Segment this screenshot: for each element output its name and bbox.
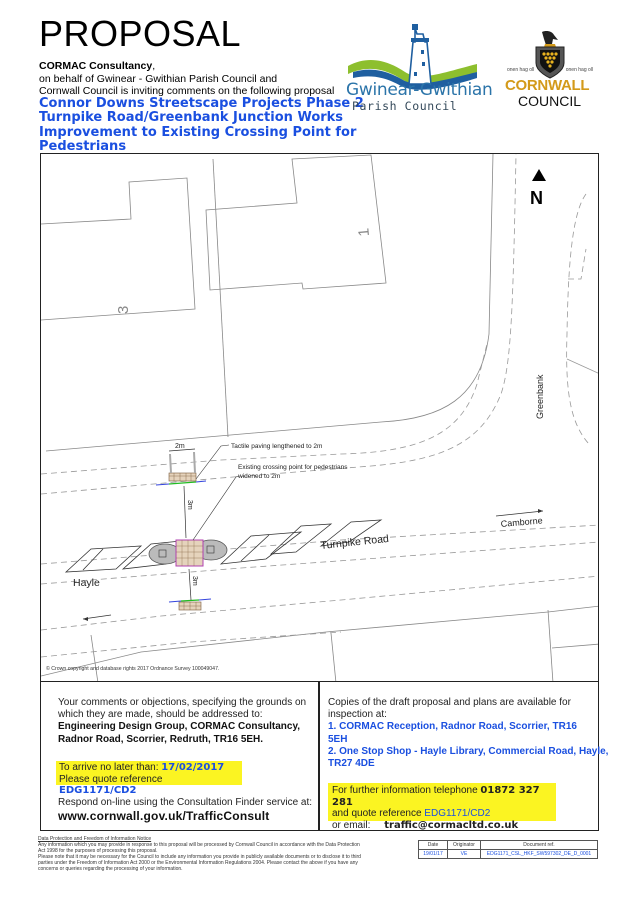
parish-council-name: Gwinear-Gwithian	[346, 80, 493, 100]
column-divider	[318, 682, 320, 831]
table-cell-originator: VE	[448, 850, 481, 859]
page-title: PROPOSAL	[39, 13, 242, 54]
table-header: Date	[419, 841, 448, 850]
proposal-heading	[39, 97, 379, 154]
building-outline	[41, 178, 195, 320]
intro-text: CORMAC Consultancy, on behalf of Gwinear - Gwithian Parish Council and Cornwall Council is inviting comments on the following proposal	[39, 60, 339, 98]
inspection-location: 2. One Stop Shop - Hayle Library, Commercial Road, Hayle,	[328, 745, 609, 757]
inspection-location: 1. CORMAC Reception, Radnor Road, Scorrier, TR16 5EH	[328, 721, 577, 745]
north-label: N	[530, 188, 543, 208]
deadline-date: 17/02/2017	[161, 762, 225, 773]
table-header: Originator	[448, 841, 481, 850]
address-line: Radnor Road, Scorrier, Redruth, TR16 5EH.	[58, 733, 264, 745]
phone-number: 01872 327 281	[332, 785, 540, 808]
map-copyright: © Crown copyright and database rights 2017 Ordnance Survey 100049047.	[46, 666, 220, 672]
inspection-location: TR27 4DE	[328, 758, 375, 770]
hayle-label: Hayle	[73, 577, 100, 589]
proposal-line: Turnpike Road/Greenbank Junction Works	[39, 110, 344, 126]
dimension-3m-north: 3m	[186, 500, 193, 510]
email-link[interactable]: traffic@cormacltd.co.uk	[384, 819, 519, 831]
building-outline	[206, 155, 386, 290]
dimension-3m-south: 3m	[191, 576, 198, 586]
intro-line-2: on behalf of Gwinear - Gwithian Parish Council and	[39, 72, 278, 85]
comments-section: Your comments or objections, specifying the grounds on which they are made, should be addressed to: Engineering Design Group, CORMAC Consultancy, Radnor Road, Scorrier, Redruth, TR16 5EH.	[58, 697, 313, 746]
camborne-label: Camborne	[500, 515, 544, 529]
proposal-line: Connor Downs Streetscape Projects Phase 2	[39, 96, 364, 111]
cornwall-council-name: CORNWALL	[505, 77, 590, 94]
parish-council-subtitle: Parish Council	[352, 99, 458, 113]
cornwall-council-subtitle: COUNCIL	[518, 93, 582, 109]
reference-code: EDG1171/CD2	[59, 785, 137, 796]
inspection-section: Copies of the draft proposal and plans are available for inspection at: 1. CORMAC Reception, Radnor Road, Scorrier, TR16 5EH 2. One Stop Shop - Hayle Library, Commercial Road, Hayle, TR27 4DE	[328, 697, 609, 770]
map-drawing	[41, 154, 599, 682]
deadline-highlight: To arrive no later than: 17/02/2017 Please quote reference EDG1171/CD2	[56, 761, 242, 785]
house-number-1: 1	[355, 227, 373, 238]
data-protection-notice: Data Protection and Freedom of Information Notice Any information which you may provide in response to this proposal will be processed by Cornwall Council in accordance with the Data Protection Act 1998 for the purposes of processing this proposal. Please note that it may be necessary for the Council to include any information you provide in publicly available documents or to disclose it to third parties under the Freedom of Information Act 2000 or the Environmental Information Regulations 2004. Please contact the above if you have any concerns or queries regarding the processing of your information.	[38, 836, 363, 872]
contact-highlight: For further information telephone 01872 327 281 and quote reference EDG1171/CD2 or email: traffic@cormacltd.co.uk	[328, 783, 556, 821]
annotation-crossing-1: Existing crossing point for pedestrians	[238, 464, 348, 471]
site-plan-map	[40, 153, 599, 682]
proposal-line: Pedestrians	[39, 138, 127, 154]
table-cell-docref: EDG1171_CSL_HKF_SW597302_DE_D_0001	[481, 850, 598, 859]
turnpike-road-label: Turnpike Road	[320, 532, 390, 552]
data-protection-heading: Data Protection and Freedom of Information Notice	[38, 836, 152, 842]
greenbank-label: Greenbank	[535, 374, 545, 419]
dimension-2m: 2m	[175, 443, 185, 450]
annotation-crossing-2: widened to 2m	[238, 473, 281, 480]
table-cell-date: 19/01/17	[419, 850, 448, 859]
traffic-consult-link[interactable]: www.cornwall.gov.uk/TrafficConsult	[58, 809, 270, 823]
intro-line-3: Cornwall Council is inviting comments on the following proposal	[39, 85, 335, 97]
cornwall-motto: onen hag oll onen hag oll	[507, 67, 593, 73]
contact-reference: EDG1171/CD2	[424, 808, 491, 820]
proposal-line: Improvement to Existing Crossing Point for	[39, 124, 357, 140]
house-number-3: 3	[115, 305, 132, 314]
online-response-label: Respond on-line using the Consultation Finder service at:	[58, 797, 313, 808]
document-reference-table	[418, 840, 598, 859]
address-line: Engineering Design Group, CORMAC Consultancy,	[58, 721, 301, 733]
organisation-name: CORMAC Consultancy	[39, 60, 153, 72]
table-header: Document ref.	[481, 841, 598, 850]
annotation-tactile: Tactile paving lengthened to 2m	[231, 443, 323, 450]
